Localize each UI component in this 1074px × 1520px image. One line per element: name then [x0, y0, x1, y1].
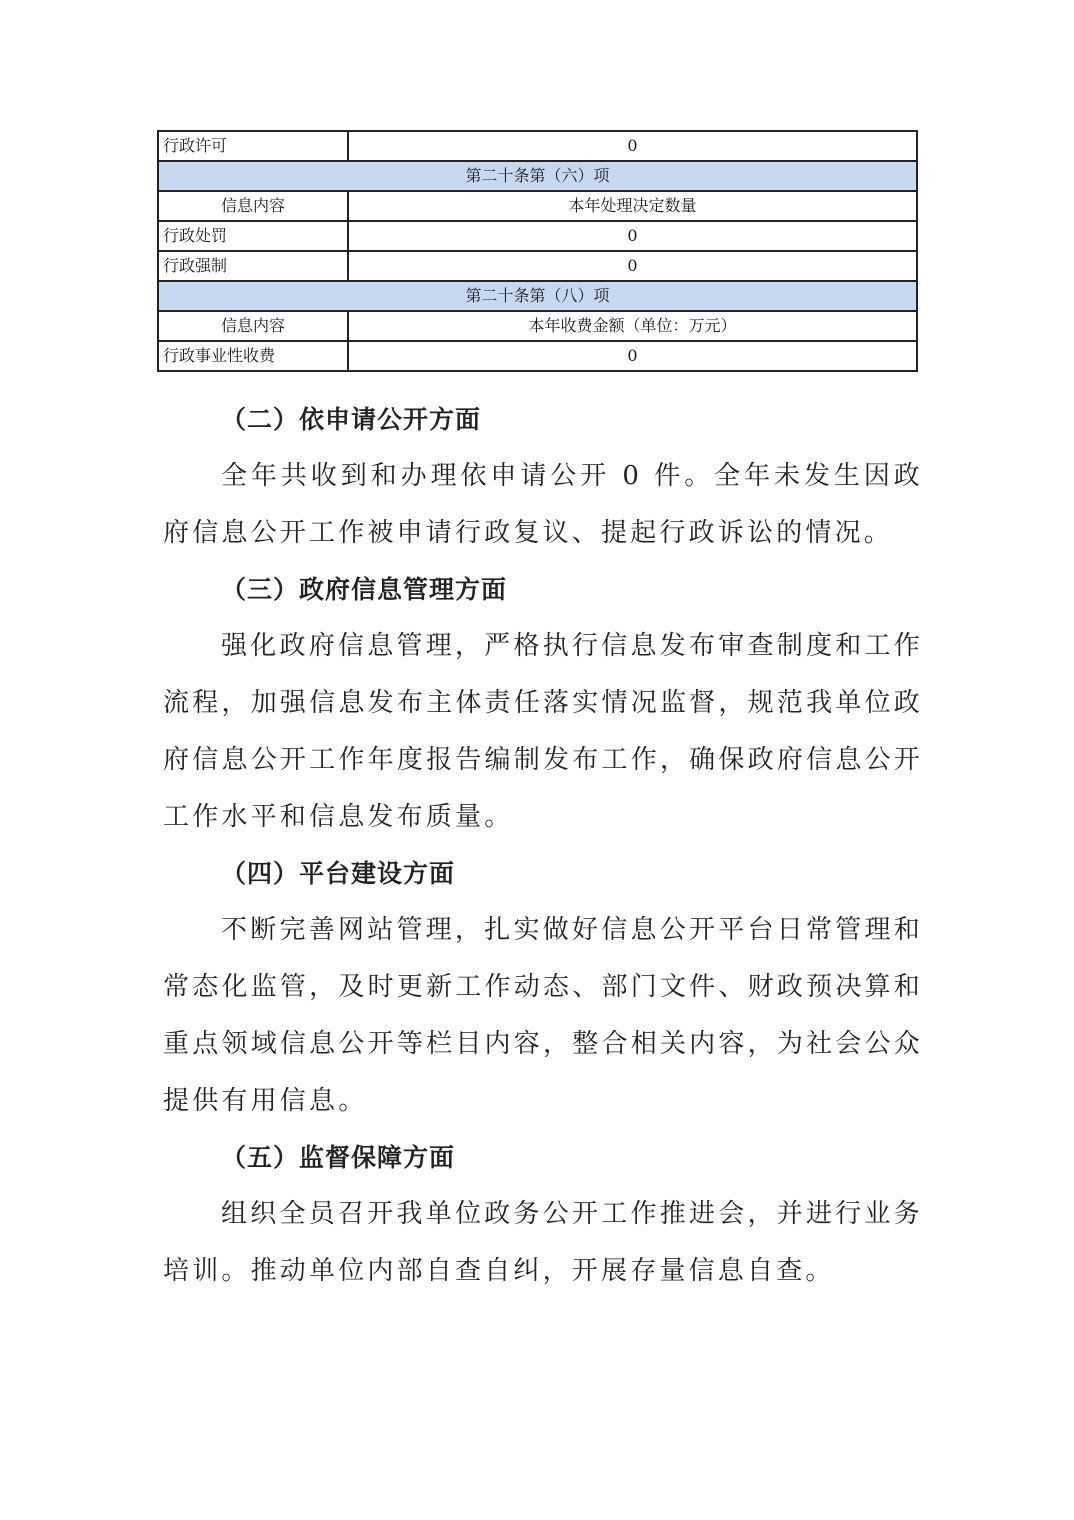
info-table	[157, 130, 918, 372]
row-label: 行政处罚	[158, 221, 348, 251]
table-row	[158, 341, 917, 371]
row-value: 0	[348, 131, 917, 161]
section-paragraph: 组织全员召开我单位政务公开工作推进会，并进行业务培训。推动单位内部自查自纠，开展存量信息自查。	[163, 1199, 923, 1286]
section-heading: （三）政府信息管理方面	[221, 575, 508, 604]
row-value: 0	[348, 251, 917, 281]
body-content	[163, 392, 923, 1300]
section-band-row	[158, 161, 917, 191]
table-header-row	[158, 191, 917, 221]
column-header-label: 信息内容	[158, 191, 348, 221]
row-label: 行政强制	[158, 251, 348, 281]
section-paragraph: 强化政府信息管理，严格执行信息发布审查制度和工作流程，加强信息发布主体责任落实情况监督，规范我单位政府信息公开工作年度报告编制发布工作，确保政府信息公开工作水平和信息发布质量。	[163, 631, 923, 832]
row-label: 行政事业性收费	[158, 341, 348, 371]
section-band-row	[158, 281, 917, 311]
table-row	[158, 131, 917, 161]
table-row	[158, 251, 917, 281]
table-header-row	[158, 311, 917, 341]
row-value: 0	[348, 341, 917, 371]
row-value: 0	[348, 221, 917, 251]
section-paragraph: 不断完善网站管理，扎实做好信息公开平台日常管理和常态化监管，及时更新工作动态、部门文件、财政预决算和重点领域信息公开等栏目内容，整合相关内容，为社会公众提供有用信息。	[163, 915, 923, 1116]
section-heading: （二）依申请公开方面	[221, 405, 482, 434]
column-header-value: 本年收费金额（单位：万元）	[348, 311, 917, 341]
section-band-title: 第二十条第（六）项	[158, 161, 917, 191]
column-header-label: 信息内容	[158, 311, 348, 341]
section-heading: （四）平台建设方面	[221, 859, 456, 888]
section-heading: （五）监督保障方面	[221, 1143, 456, 1172]
row-label: 行政许可	[158, 131, 348, 161]
section-paragraph: 全年共收到和办理依申请公开 0 件。全年未发生因政府信息公开工作被申请行政复议、提起行政诉讼的情况。	[163, 461, 923, 548]
column-header-value: 本年处理决定数量	[348, 191, 917, 221]
section-band-title: 第二十条第（八）项	[158, 281, 917, 311]
table-row	[158, 221, 917, 251]
